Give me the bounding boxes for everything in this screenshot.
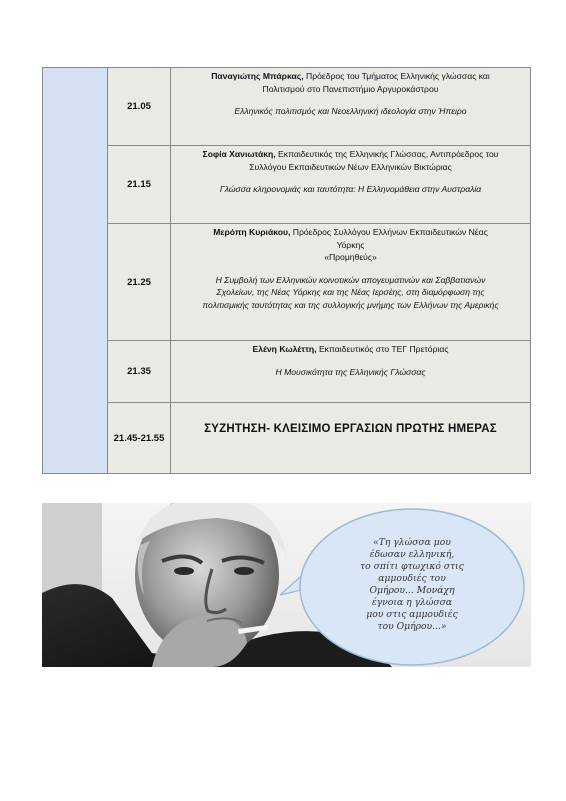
session-cell: [171, 224, 530, 340]
speaker-affiliation: Συλλόγου Εκπαιδευτικών Νέων Ελληνικών Βικτώριας: [249, 161, 452, 172]
table-row: [108, 341, 530, 403]
poet-photo-with-quote: [42, 503, 531, 667]
session-cell: [171, 146, 530, 223]
time-cell: 21.25: [108, 224, 171, 340]
speaker-line: [177, 226, 524, 239]
speaker-name: Μερόπη Κυριάκου,: [213, 227, 291, 237]
speaker-name: Ελένη Κωλέττη,: [252, 344, 317, 354]
speaker-name: Σοφία Χανιωτάκη,: [202, 149, 276, 159]
quote-line: αμμουδιές του: [378, 573, 446, 584]
talk-title-line: Σχολείων, της Νέας Υόρκης και της Νέας Ιερσέης, στη διαμόρφωση της: [216, 287, 485, 298]
portrait-illustration: [42, 503, 531, 667]
talk-title: Γλώσσα κληρονομιάς και ταυτότητα: Η Ελληνομάθεια στην Αυστραλία: [219, 184, 482, 195]
table-row: [108, 146, 530, 224]
session-cell: [171, 341, 530, 402]
quote-line: του Ομήρου...»: [377, 621, 447, 632]
left-band-column: [43, 68, 108, 473]
quote-text: [360, 537, 465, 632]
quote-line: έδωσαν ελληνική,: [369, 549, 455, 560]
session-cell: [171, 68, 530, 145]
talk-title-line: πολιτισμικής ταυτότητας και της συλλογικής μνήμης των Ελλήνων της Αμερικής: [202, 299, 499, 310]
table-row: [108, 68, 530, 146]
association-name: «Προμηθεύς»: [324, 252, 377, 263]
speaker-line: [177, 70, 524, 83]
quote-line: μου στις αμμουδιές: [366, 609, 458, 620]
time-cell: 21.05: [108, 68, 171, 145]
speaker-line: [177, 343, 524, 356]
time-cell: 21.15: [108, 146, 171, 223]
talk-title: [177, 274, 524, 312]
table-row: [108, 403, 530, 473]
talk-title: Ελληνικός πολιτισμός και Νεοελληνική ιδεολογία στην Ήπειρο: [234, 106, 467, 117]
quote-line: το σπίτι φτωχικό στις: [360, 561, 464, 572]
closing-session-title: ΣΥΖΗΤΗΣΗ- ΚΛΕΙΣΙΜΟ ΕΡΓΑΣΙΩΝ ΠΡΩΤΗΣ ΗΜΕΡΑΣ: [204, 422, 497, 435]
speaker-affiliation: Εκπαιδευτικός της Ελληνικής Γλώσσας, Αντιπρόεδρος του: [278, 149, 499, 159]
speaker-affiliation: Πρόεδρος Συλλόγου Ελλήνων Εκπαιδευτικών Νέας: [292, 227, 488, 237]
quote-line: έγνοια η γλώσσα: [371, 597, 453, 608]
speaker-affiliation: Υόρκης: [336, 239, 365, 250]
session-cell: [171, 403, 530, 473]
talk-title-line: Η Συμβολή των Ελληνικών κοινοτικών απογευματινών και Σαββατιανών: [215, 274, 486, 285]
time-cell: 21.45-21.55: [108, 403, 171, 473]
time-cell: 21.35: [108, 341, 171, 402]
table-row: [108, 224, 530, 341]
speaker-affiliation: Πρόεδρος του Τμήματος Ελληνικής γλώσσας και: [306, 71, 490, 81]
speaker-affiliation: Εκπαιδευτικός στο ΤΕΓ Πρετόριας: [318, 344, 449, 354]
quote-line: «Τη γλώσσα μου: [373, 537, 451, 548]
speaker-line: [177, 148, 524, 161]
program-table: [42, 67, 531, 474]
quote-line: Ομήρου... Μονάχη: [369, 585, 455, 596]
speaker-affiliation: Πολιτισμού στο Πανεπιστήμιο Αργυροκάστρου: [262, 83, 439, 94]
talk-title: Η Μουσικότητα της Ελληνικής Γλώσσας: [275, 366, 426, 377]
speaker-name: Παναγιώτης Μπάρκας,: [211, 71, 304, 81]
